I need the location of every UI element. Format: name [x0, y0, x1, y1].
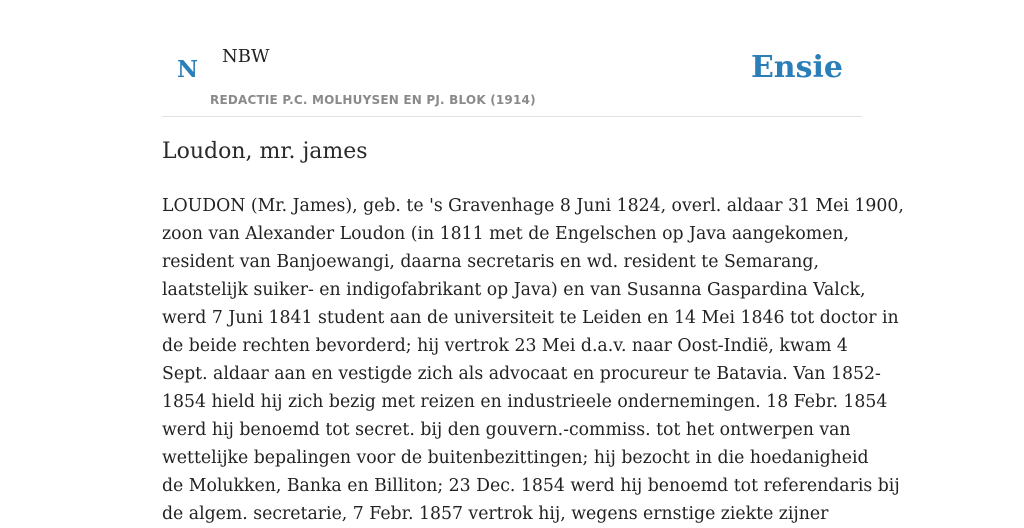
body-line: de Molukken, Banka en Billiton; 23 Dec. 1854 werd hij benoemd tot referendaris bij [162, 476, 900, 496]
article-title: Loudon, mr. james [162, 139, 368, 164]
body-line: resident van Banjoewangi, daarna secretaris en wd. resident te Semarang, [162, 252, 819, 272]
body-line: LOUDON (Mr. James), geb. te 's Gravenhage 8 Juni 1824, overl. aldaar 31 Mei 1900, [162, 196, 904, 216]
body-line: Sept. aldaar aan en vestigde zich als advocaat en procureur te Batavia. Van 1852- [162, 364, 881, 384]
body-line: laatstelijk suiker- en indigofabrikant op Java) en van Susanna Gaspardina Valck, [162, 280, 866, 300]
article-page [162, 0, 904, 524]
source-name[interactable]: NBW [222, 46, 270, 67]
source-subtitle: REDACTIE P.C. MOLHUYSEN EN PJ. BLOK (1914) [210, 93, 536, 107]
source-logo-icon[interactable]: N [177, 56, 199, 83]
body-line: werd hij benoemd tot secret. bij den gouvern.-commiss. tot het ontwerpen van [162, 420, 851, 440]
article-body [162, 192, 904, 528]
source-header [162, 0, 862, 117]
body-line: zoon van Alexander Loudon (in 1811 met de Engelschen op Java aangekomen, [162, 224, 849, 244]
body-line: wettelijke bepalingen voor de buitenbezittingen; hij bezocht in die hoedanigheid [162, 448, 869, 468]
brand-logo[interactable]: Ensie [750, 50, 843, 85]
body-line: de algem. secretarie, 7 Febr. 1857 vertrok hij, wegens ernstige ziekte zijner [162, 504, 829, 524]
body-line: werd 7 Juni 1841 student aan de universiteit te Leiden en 14 Mei 1846 tot doctor in [162, 308, 899, 328]
body-line: de beide rechten bevorderd; hij vertrok 23 Mei d.a.v. naar Oost-Indië, kwam 4 [162, 336, 848, 356]
body-line: 1854 hield hij zich bezig met reizen en industrieele ondernemingen. 18 Febr. 1854 [162, 392, 888, 412]
